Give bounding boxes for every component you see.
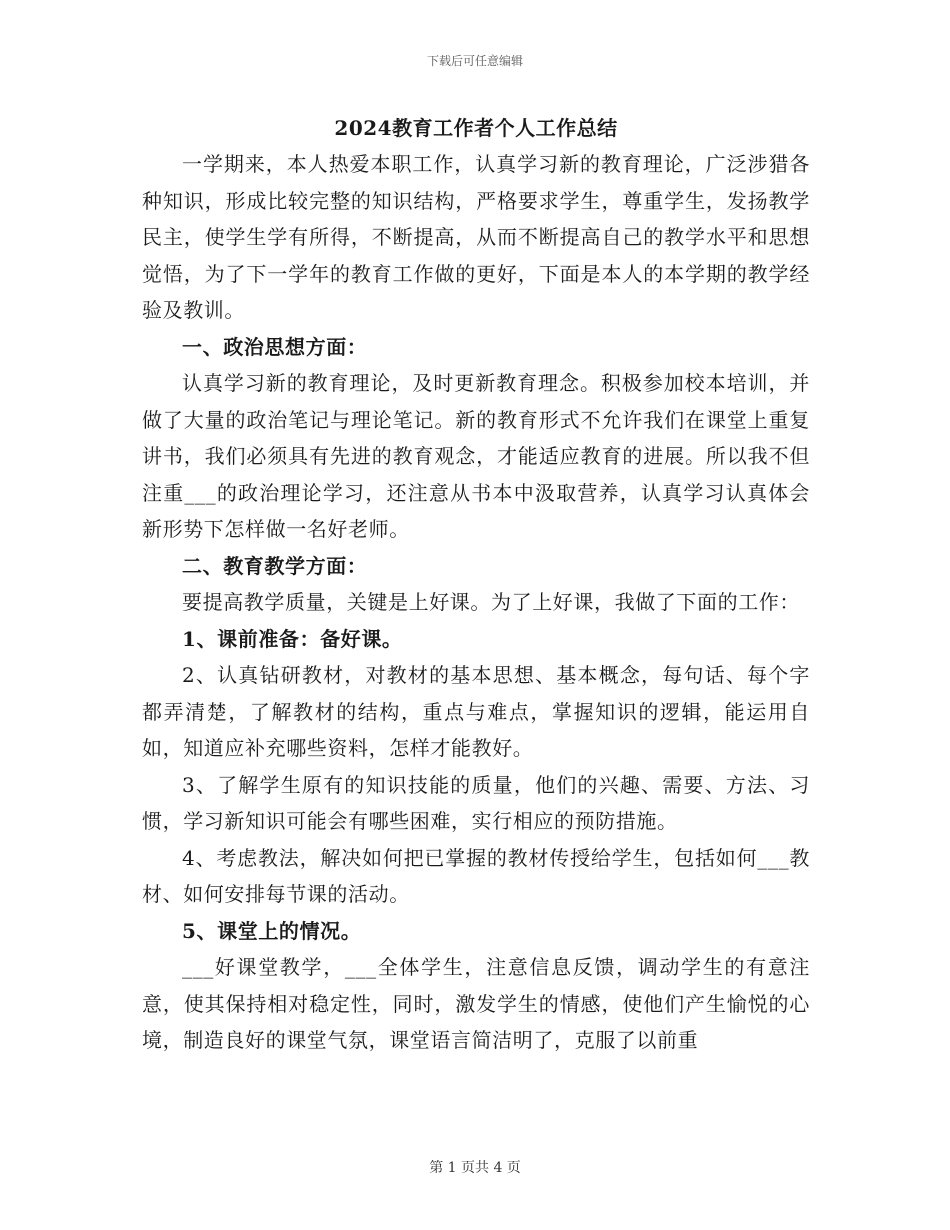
subheading-preparation: 1、课前准备：备好课。	[182, 626, 403, 651]
paragraph-item-4: 4、考虑教法，解决如何把已掌握的教材传授给学生，包括如何___教材、如何安排每节课的活动。	[142, 845, 810, 906]
document-title: 2024教育工作者个人工作总结	[334, 116, 618, 140]
paragraph-politics: 认真学习新的教育理论，及时更新教育理念。积极参加校本培训，并做了大量的政治笔记与理论笔记。新的教育形式不允许我们在课堂上重复讲书，我们必须具有先进的教育观念，才能适应教育的进展。所以我不但注重___的政治理论学习，还注意从书本中汲取营养，认真学习认真体会新形势下怎样做一名好老师。	[142, 371, 810, 541]
subheading-classroom: 5、课堂上的情况。	[182, 918, 362, 943]
paragraph-item-2: 2、认真钻研教材，对教材的基本思想、基本概念，每句话、每个字都弄清楚，了解教材的结构，重点与难点，掌握知识的逻辑，能运用自如，知道应补充哪些资料，怎样才能教好。	[142, 663, 810, 760]
paragraph-item-3: 3、了解学生原有的知识技能的质量，他们的兴趣、需要、方法、习惯，学习新知识可能会有哪些困难，实行相应的预防措施。	[142, 772, 810, 833]
page-number-footer: 第 1 页共 4 页	[429, 1160, 521, 1176]
paragraph-classroom: ___好课堂教学，___全体学生，注意信息反馈，调动学生的有意注意，使其保持相对稳定性，同时，激发学生的情感，使他们产生愉悦的心境，制造良好的课堂气氛，课堂语言简洁明了，克服了以前重	[142, 955, 810, 1052]
paragraph-intro: 一学期来，本人热爱本职工作，认真学习新的教育理论，广泛涉猎各种知识，形成比较完整的知识结构，严格要求学生，尊重学生，发扬教学民主，使学生学有所得，不断提高，从而不断提高自己的教学水平和思想觉悟，为了下一学年的教育工作做的更好，下面是本人的本学期的教学经验及教训。	[142, 152, 810, 322]
header-note: 下载后可任意编辑	[426, 54, 523, 68]
section-heading-teaching: 二、教育教学方面：	[182, 553, 368, 578]
paragraph-teaching-intro: 要提高教学质量，关键是上好课。为了上好课，我做了下面的工作：	[182, 590, 800, 614]
section-heading-politics: 一、政治思想方面：	[182, 334, 368, 359]
document-body	[142, 110, 810, 1059]
